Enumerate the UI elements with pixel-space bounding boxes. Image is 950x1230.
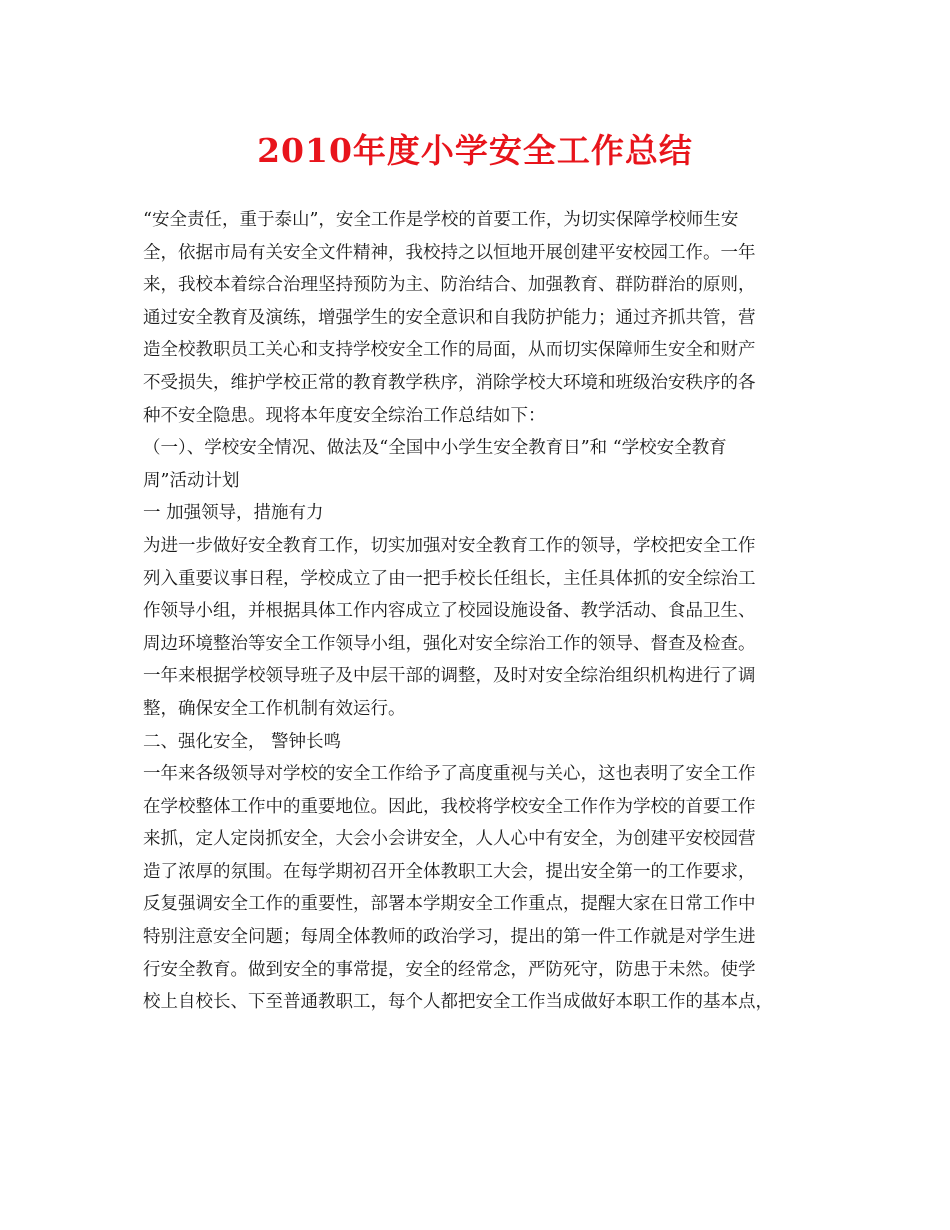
text-line: 造了浓厚的氛围。在每学期初召开全体教职工大会，提出安全第一的工作要求， [143,861,756,882]
text-line: 通过安全教育及演练，增强学生的安全意识和自我防护能力；通过齐抓共管，营 [143,307,756,328]
text-line: 种不安全隐患。现将本年度安全综治工作总结如下： [143,405,546,426]
text-line: “安全责任，重于泰山”，安全工作是学校的首要工作，为切实保障学校师生安 [143,210,739,230]
text-line: 一年来根据学校领导班子及中层干部的调整，及时对安全综治组织机构进行了调 [143,666,756,687]
text-line: 整，确保安全工作机制有效运行。 [143,698,406,719]
text-line: （一）、学校安全情况、做法及“全国中小学生安全教育日”和 “学校安全教育 [143,438,727,459]
section-heading: 二、强化安全， 警钟长鸣 [143,731,342,752]
text-line: 作领导小组，并根据具体工作内容成立了校园设施设备、教学活动、食品卫生、 [143,601,756,622]
text-line: 在学校整体工作中的重要地位。因此，我校将学校安全工作作为学校的首要工作 [143,796,756,817]
text-line: 全，依据市局有关安全文件精神，我校持之以恒地开展创建平安校园工作。一年 [143,242,756,263]
text-line: 校上自校长、下至普通教职工，每个人都把安全工作当成做好本职工作的基本点， [143,992,773,1013]
text-line: 列入重要议事日程，学校成立了由一把手校长任组长，主任具体抓的安全综治工 [143,568,756,589]
text-line: 反复强调安全工作的重要性，部署本学期安全工作重点，提醒大家在日常工作中 [143,894,756,915]
document-title: 2010年度小学安全工作总结 [257,131,693,170]
text-line: 来，我校本着综合治理坚持预防为主、防治结合、加强教育、群防群治的原则， [143,275,756,296]
text-line: 为进一步做好安全教育工作，切实加强对安全教育工作的领导，学校把安全工作 [143,535,756,556]
text-line: 不受损失，维护学校正常的教育教学秩序，消除学校大环境和班级治安秩序的各 [143,372,756,393]
text-line: 造全校教职员工关心和支持学校安全工作的局面，从而切实保障师生安全和财产 [143,340,756,361]
text-line: 特别注意安全问题；每周全体教师的政治学习，提出的第一件工作就是对学生进 [143,927,756,948]
text-line: 行安全教育。做到安全的事常提，安全的经常念，严防死守，防患于未然。使学 [143,959,756,980]
section-heading: 一 加强领导，措施有力 [143,503,324,524]
text-line: 周”活动计划 [143,470,240,491]
text-line: 周边环境整治等安全工作领导小组，强化对安全综治工作的领导、督查及检查。 [143,633,756,654]
document-body [143,204,803,1019]
text-line: 一年来各级领导对学校的安全工作给予了高度重视与关心，这也表明了安全工作 [143,764,756,785]
text-line: 来抓，定人定岗抓安全，大会小会讲安全，人人心中有安全，为创建平安校园营 [143,829,756,850]
